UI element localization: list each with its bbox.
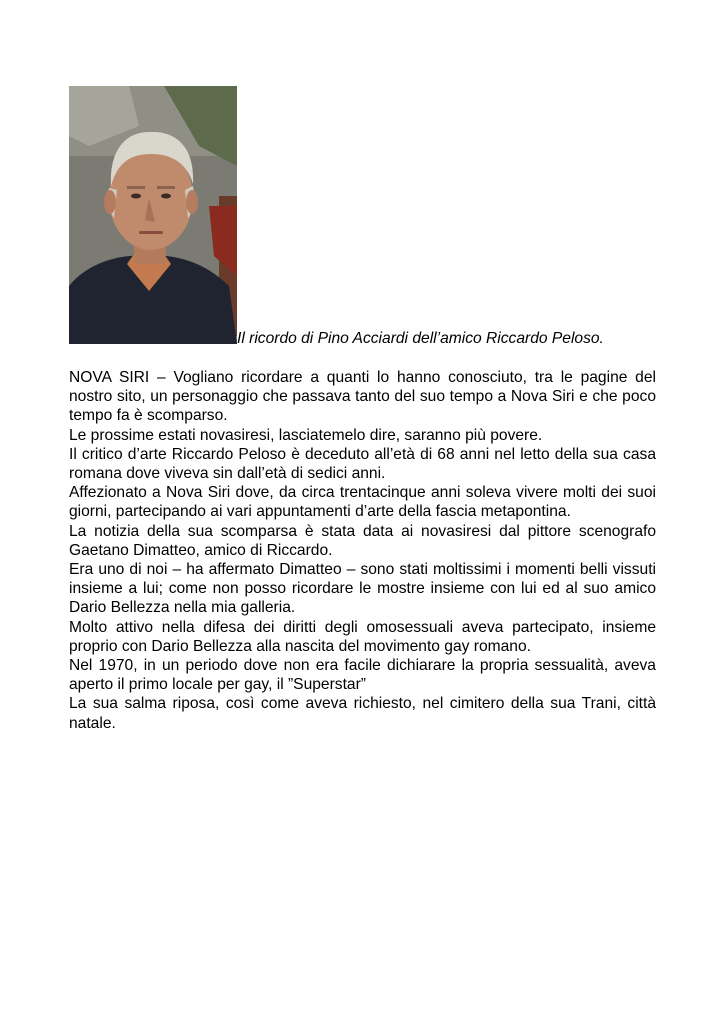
article-paragraph: NOVA SIRI – Vogliano ricordare a quanti lo hanno conosciuto, tra le pagine del nostro sito, un personaggio che passava tanto del suo tempo a Nova Siri e che poco tempo fa è scomparso. [69, 369, 656, 425]
portrait-photo [69, 86, 237, 344]
article-paragraph: Affezionato a Nova Siri dove, da circa trentacinque anni soleva vivere molti dei suoi giorni, partecipando ai vari appuntamenti d’arte della fascia metapontina. [69, 484, 656, 521]
article-paragraph: La notizia della sua scomparsa è stata data ai novasiresi dal pittore scenografo Gaetano Dimatteo, amico di Riccardo. [69, 522, 656, 559]
article-paragraph: Nel 1970, in un periodo dove non era facile dichiarare la propria sessualità, aveva aperto il primo locale per gay, il ”Superstar” [69, 657, 656, 694]
article-body [69, 368, 656, 733]
article-paragraph: Molto attivo nella difesa dei diritti degli omosessuali aveva partecipato, insieme proprio con Dario Bellezza alla nascita del movimento gay romano. [69, 618, 656, 655]
article-paragraph: Era uno di noi – ha affermato Dimatteo – sono stati moltissimi i momenti belli vissuti insieme a lui; come non posso ricordare le mostre insieme con lui ed al suo amico Dario Bellezza nella mia galleria. [69, 561, 656, 617]
article-paragraph: Il critico d’arte Riccardo Peloso è deceduto all’età di 68 anni nel letto della sua casa romana dove viveva sin dall’età di sedici anni. [69, 445, 656, 483]
article-paragraph: La sua salma riposa, così come aveva richiesto, nel cimitero della sua Trani, città natale. [69, 695, 656, 732]
article-paragraph: Le prossime estati novasiresi, lasciatemelo dire, saranno più povere. [69, 426, 543, 444]
portrait-illustration [69, 86, 237, 344]
photo-caption: Il ricordo di Pino Acciardi dell’amico Riccardo Peloso. [237, 330, 604, 347]
